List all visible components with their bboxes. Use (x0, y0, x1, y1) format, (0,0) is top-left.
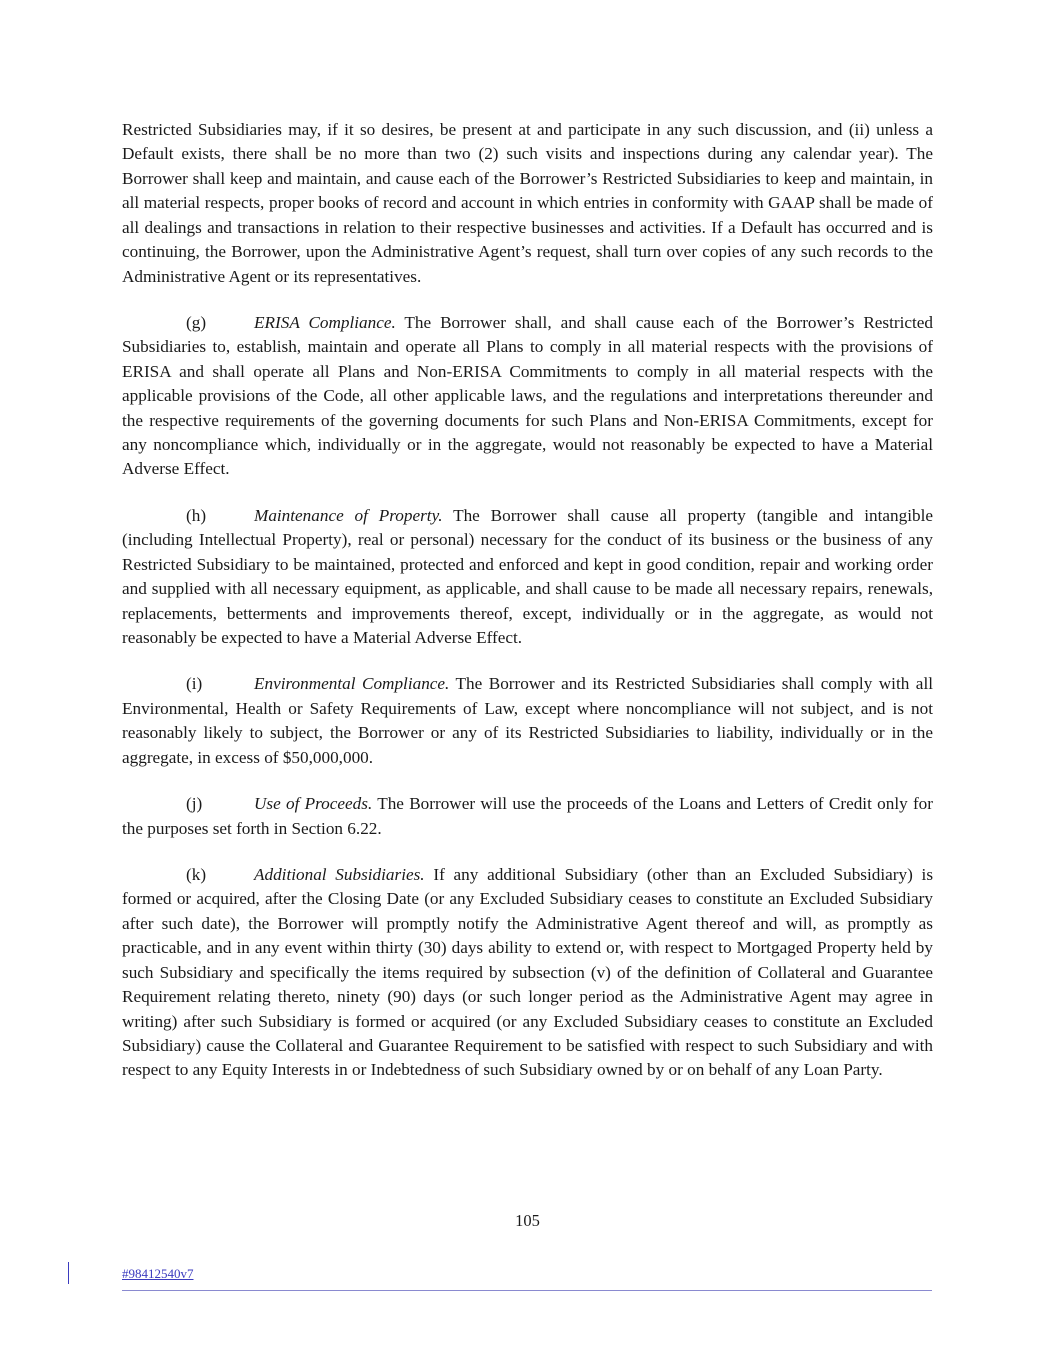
page-number: 105 (515, 1211, 540, 1230)
paragraph-k (122, 863, 933, 1083)
paragraph-heading-k: Additional Subsidiaries. (254, 864, 425, 884)
paragraph-text-k: If any additional Subsidiary (other than an Excluded Subsidiary) is formed or acquired, after the Closing Date (or any Excluded Subsidiary ceases to constitute an Excluded Subsidiary after such date), the Borrower will promptly notify the Administrative Agent thereof and will, as promptly as practicable, and in any event within thirty (30) days ability to extend or, with respect to Mortgaged Property held by such Subsidiary and specifically the items required by subsection (v) of the definition of Collateral and Guarantee Requirement relating thereto, ninety (90) days (or such longer period as the Administrative Agent may agree in writing) after such Subsidiary is formed or acquired (or any Excluded Subsidiary ceases to constitute an Excluded Subsidiary) cause the Collateral and Guarantee Requirement to be satisfied with respect to such Subsidiary and with respect to any Equity Interests in or Indebtedness of such Subsidiary owned by or on behalf of any Loan Party. (122, 864, 934, 1080)
paragraph-heading-j: Use of Proceeds. (254, 794, 373, 814)
paragraph-heading-h: Maintenance of Property. (254, 505, 443, 525)
paragraph-marker-g: (g) (186, 312, 207, 332)
footer-document-id: #98412540v7 (122, 1266, 194, 1281)
paragraph-text-g: The Borrower shall, and shall cause each of the Borrower’s Restricted Subsidiaries to, establish, maintain and operate all Plans to comply in all material respects with the provisions of ERISA and shall operate all Plans and Non-ERISA Commitments to comply in all material respects with the applicable provisions of the Code, all other applicable laws, and the regulations and interpretations thereunder and the respective requirements of the governing documents for such Plans and Non-ERISA Commitments, except for any noncompliance which, individually or in the aggregate, would not reasonably be expected to have a Material Adverse Effect. (122, 312, 933, 479)
paragraph-text-j: The Borrower will use the proceeds of the Loans and Letters of Credit only for the purposes set forth in Section 6.22. (122, 794, 933, 838)
revision-change-bar (68, 1262, 69, 1284)
paragraph-marker-k: (k) (186, 864, 207, 884)
paragraph-heading-g: ERISA Compliance. (254, 312, 396, 332)
footer-divider (122, 1290, 932, 1291)
document-body (122, 118, 933, 1083)
paragraph-text-h: The Borrower shall cause all property (tangible and intangible (including Intellectual Property), real or personal) necessary for the conduct of its business or the business of any Restricted Subsidiary to be maintained, protected and enforced and kept in good condition, repair and working order and supplied with all necessary equipment, as applicable, and shall cause to be made all necessary repairs, renewals, replacements, betterments and improvements thereof, except, individually or in the aggregate, as would not reasonably be expected to have a Material Adverse Effect. (122, 505, 933, 648)
paragraph-continued (122, 118, 933, 289)
paragraph-text: Restricted Subsidiaries may, if it so desires, be present at and participate in any such discussion, and (ii) unless a Default exists, there shall be no more than two (2) such visits and inspections during any calendar year). The Borrower shall keep and maintain, and cause each of the Borrower’s Restricted Subsidiaries to keep and maintain, in all material respects, proper books of record and account in which entries in conformity with GAAP shall be made of all dealings and transactions in relation to their respective businesses and activities. If a Default has occurred and is continuing, the Borrower, upon the Administrative Agent’s request, shall turn over copies of any such records to the Administrative Agent or its representatives. (122, 120, 933, 286)
paragraph-text-i: The Borrower and its Restricted Subsidiaries shall comply with all Environmental, Health or Safety Requirements of Law, except where noncompliance will not subject, and is not reasonably likely to subject, the Borrower or any of its Restricted Subsidiaries to liability, individually or in the aggregate, in excess of $50,000,000. (122, 674, 933, 767)
paragraph-marker-h: (h) (186, 505, 207, 525)
paragraph-j (122, 792, 933, 841)
paragraph-g (122, 311, 933, 482)
paragraph-h (122, 504, 933, 651)
paragraph-i (122, 672, 933, 770)
paragraph-heading-i: Environmental Compliance. (254, 674, 450, 694)
paragraph-marker-i: (i) (186, 674, 203, 694)
paragraph-marker-j: (j) (186, 794, 203, 814)
